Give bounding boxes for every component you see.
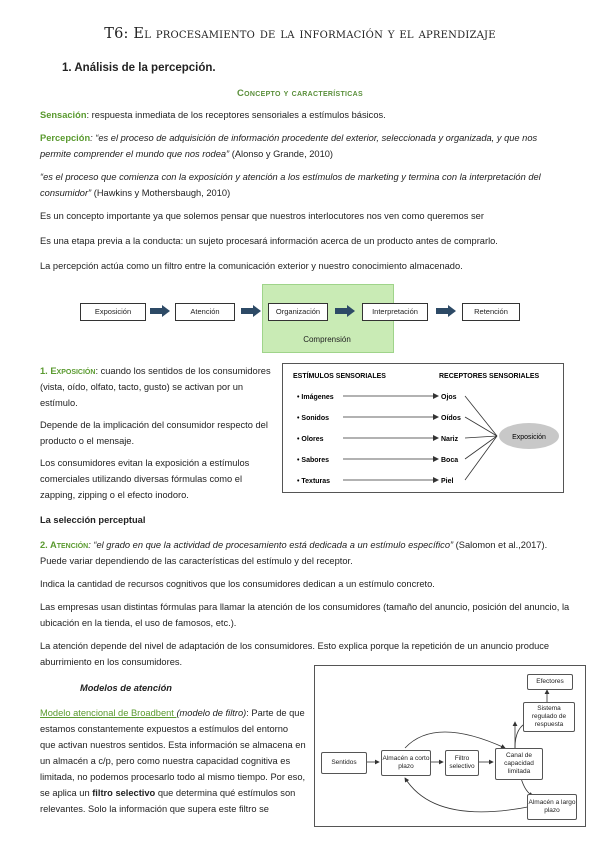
atencion-cite: (Salomon et al.,2017): [453, 540, 545, 550]
flow-step-interpretacion: Interpretación: [362, 303, 428, 321]
fig2-almacen-cp: Almacén a corto plazo: [381, 750, 431, 776]
broadbent-italic: (modelo de filtro): [176, 708, 247, 718]
atencion-quote: : “el grado en que la actividad de procesamiento está dedicada a un estímulo específico”: [88, 540, 454, 550]
exposicion-block: [40, 363, 272, 503]
fig2-filtro: Filtro selectivo: [445, 750, 479, 776]
fig2-efectores: Efectores: [527, 674, 573, 690]
receptor-label: Oídos: [441, 415, 461, 422]
fig1-col1: ESTÍMULOS SENSORIALES: [293, 373, 386, 380]
quote2-text: “es el proceso que comienza con la exposición y atención a los estímulos de marketing y termina con la interpretación del consumidor”: [40, 172, 541, 198]
atencion-rest: . Puede variar dependiendo de las características del estímulo y del receptor.: [40, 540, 548, 566]
quote2-cite: (Hawkins y Mothersbaugh, 2010): [91, 188, 231, 198]
definitions-block: [40, 107, 570, 274]
flow-step-retencion: Retención: [462, 303, 520, 321]
page-title: T6: El procesamiento de la información y el aprendizaje: [104, 26, 496, 42]
flow-step-organizacion: Organización: [268, 303, 328, 321]
receptor-arrow: [465, 436, 497, 438]
flow-step-atencion: Atención: [175, 303, 235, 321]
fig2-sistema: Sistema regulado de respuesta: [523, 702, 575, 732]
receptor-arrow: [465, 396, 497, 436]
atencion-p2: Indica la cantidad de recursos cognitivos que los consumidores dedican a un estímulo concreto.: [40, 579, 435, 589]
quote2-paragraph: [40, 169, 570, 201]
atencion-term: 2. Atención: [40, 540, 89, 550]
receptor-arrow: [465, 436, 497, 459]
stimulus-label: • Sabores: [297, 457, 330, 464]
stimuli-figure: [282, 363, 564, 493]
paragraph-2: Es una etapa previa a la conducta: un sujeto procesará información acerca de un producto antes de comprarlo.: [40, 236, 498, 246]
fig2-sentidos: Sentidos: [321, 752, 367, 774]
arrow-head-icon: [433, 477, 439, 483]
atencion-p3: Las empresas usan distintas fórmulas para llamar la atención de los consumidores (tamaño del anuncio, posición del anuncio, la ubicación en la tienda, el uso de famosos, etc.).: [40, 602, 570, 628]
percepcion-quote: : “es el proceso de adquisición de información procedente del exterior, seleccionada y organizada, y que nos permite comprender el mundo que nos rodea”: [40, 133, 538, 159]
percepcion-paragraph: [40, 130, 570, 162]
flow-arrow-icon: [150, 305, 170, 317]
stimuli-diagram: [283, 364, 563, 492]
seleccion-text: La selección perceptual: [40, 515, 146, 525]
broadbent-t1: : Parte de que estamos constantemente expuestos a estímulos del entorno que activan nuestros sentidos. Esta información se almacena en un almacén a c/p, pero como nuestra capacidad cognitiva es limitada, no podemos procesarlo todo al mismo tiempo. Por eso, se aplica un: [40, 708, 306, 798]
flow-arrow-icon: [436, 305, 456, 317]
stimulus-label: • Olores: [297, 436, 324, 443]
seleccion-heading: [40, 512, 145, 528]
broadbent-block: [40, 705, 306, 817]
exposicion-text: : cuando los sentidos de los consumidores (vista, oído, olfato, tacto, gusto) se activan por un estímulo.: [40, 366, 271, 408]
stimulus-label: • Imágenes: [297, 394, 334, 401]
sensacion-text: : respuesta inmediata de los receptores sensoriales a estímulos básicos.: [86, 110, 386, 120]
section-heading: 1. Análisis de la percepción.: [62, 62, 216, 74]
broadbent-t2: que determina qué estímulos son relevantes. Solo la información que supera este filtro se: [40, 788, 296, 814]
atencion-block: [40, 537, 570, 670]
fig1-col2: RECEPTORES SENSORIALES: [439, 373, 540, 380]
flow-arrow-icon: [241, 305, 261, 317]
flow-arrow-icon: [335, 305, 355, 317]
paragraph-1: Es un concepto importante ya que solemos pensar que nuestros interlocutores nos ven como queremos ser: [40, 211, 484, 221]
sensacion-paragraph: [40, 107, 570, 123]
subsection-heading: Concepto y características: [237, 88, 363, 99]
receptor-label: Ojos: [441, 394, 457, 401]
atencion-p4: La atención depende del nivel de adaptación de los consumidores. Esto explica porque la repetición de un anuncio produce aburrimiento en los consumidores.: [40, 641, 550, 667]
sensacion-term: Sensación: [40, 110, 87, 120]
arrow-head-icon: [433, 456, 439, 462]
fig2-almacen-lp: Almacén a largo plazo: [527, 794, 577, 820]
percepcion-term: Percepción: [40, 133, 91, 143]
arrow-head-icon: [433, 393, 439, 399]
receptor-arrow: [465, 417, 497, 436]
exposicion-term: 1. Exposición: [40, 366, 96, 376]
fig1-target: Exposición: [512, 434, 546, 441]
flow-step-exposicion: Exposición: [80, 303, 146, 321]
modelos-text: Modelos de atención: [80, 683, 172, 693]
percepcion-cite: (Alonso y Grande, 2010): [229, 149, 334, 159]
receptor-label: Boca: [441, 457, 459, 464]
fig2-canal: Canal de capacidad limitada: [495, 748, 543, 780]
stimulus-label: • Texturas: [297, 478, 331, 485]
broadbent-bold: filtro selectivo: [92, 788, 156, 798]
receptor-arrow: [465, 436, 497, 480]
receptor-label: Piel: [441, 478, 454, 485]
receptor-label: Nariz: [441, 436, 459, 443]
broadbent-figure: [314, 665, 586, 827]
paragraph-3: La percepción actúa como un filtro entre la comunicación exterior y nuestro conocimiento almacenado.: [40, 261, 463, 271]
arrow-head-icon: [433, 414, 439, 420]
stimulus-label: • Sonidos: [297, 415, 330, 422]
broadbent-link[interactable]: Modelo atencional de Broadbent: [40, 708, 177, 718]
comprension-label: Comprensión: [303, 335, 351, 344]
modelos-heading: [80, 680, 172, 696]
arrow-head-icon: [433, 435, 439, 441]
exposicion-p2: Depende de la implicación del consumidor respecto del producto o el mensaje.: [40, 420, 268, 446]
exposicion-p3: Los consumidores evitan la exposición a estímulos comerciales utilizando diversas fórmulas como el zapping, zipping o el efecto inodoro.: [40, 458, 250, 500]
